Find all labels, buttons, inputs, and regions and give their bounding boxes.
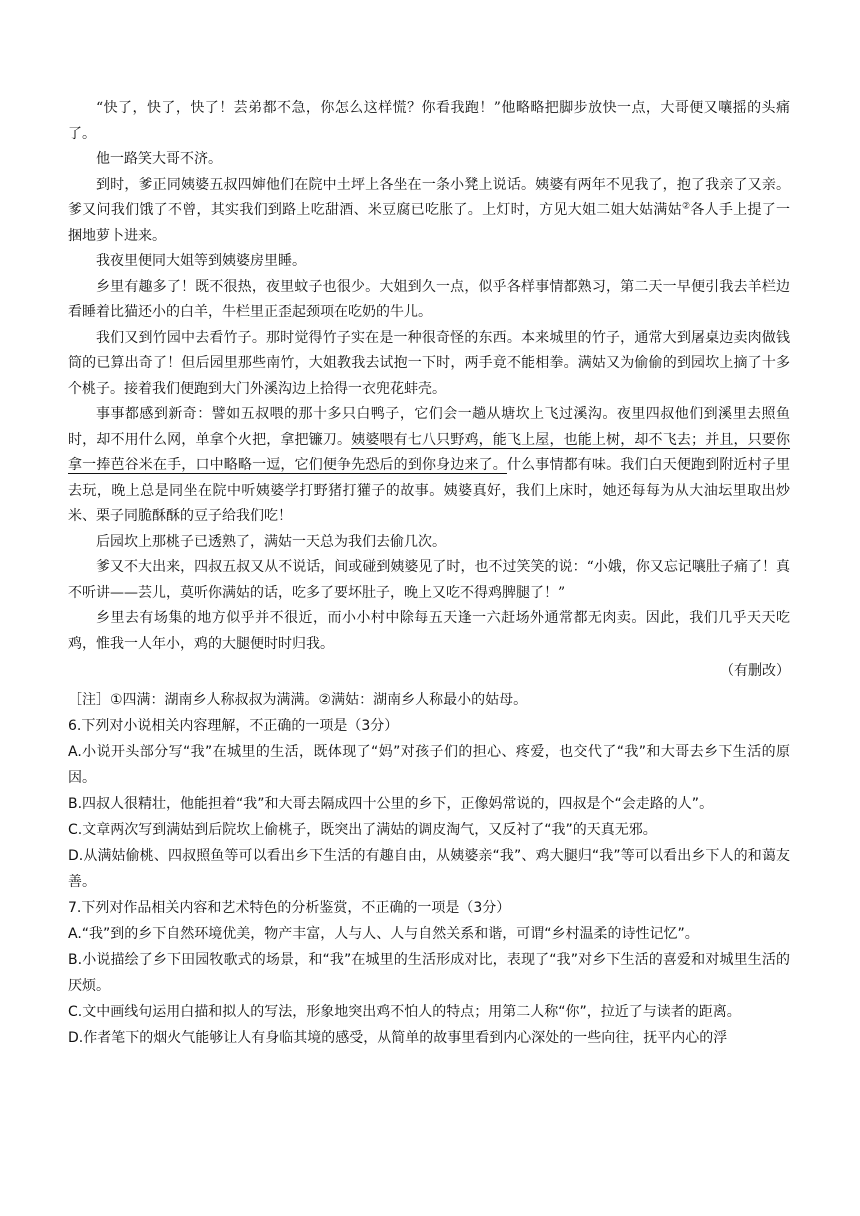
source-note: （有删改） <box>720 663 790 679</box>
option-c: C.文章两次写到满姑到后院坎上偷桃子，既突出了满姑的调皮淘气，又反衬了“我”的天真无邪。 <box>68 821 657 838</box>
story-paragraph: 我们又到竹园中去看竹子。那时觉得竹子实在是一种很奇怪的东西。本来城里的竹子，通常大到屠桌边卖肉做钱筒的已算出奇了！但后园里那些南竹，大姐教我去试抱一下时，两手竟不能相拳。满姑又为偷偷的到园坎上摘了十多个桃子。接着我们便跑到大门外溪沟边上拾得一衣兜花蚌壳。 <box>68 329 790 397</box>
option-a: A.“我”到的乡下自然环境优美，物产丰富，人与人、人与自然关系和谐，可谓“乡村温柔的诗性记忆”。 <box>68 925 699 942</box>
page-content <box>68 96 790 1051</box>
footnote: ［注］①四满：湖南乡人称叔叔为满满。②满姑：湖南乡人称最小的姑母。 <box>68 691 528 708</box>
story-paragraph: 爹又不大出来，四叔五叔又从不说话，间或碰到姨婆见了时，也不过笑笑的说：“小娥，你又忘记嚷肚子痛了！真不听讲——芸儿，莫听你满姑的话，吃多了要坏肚子，晚上又吃不得鸡脾腿了！” <box>68 559 790 601</box>
question-stem: 7.下列对作品相关内容和艺术特色的分析鉴赏，不正确的一项是（3分） <box>68 899 511 916</box>
story-text: 到时，爹正同姨婆五叔四婶他们在院中土坪上各坐在一条小凳上说话。姨婆有两年不见我了，抱了我亲了又亲。爹又问我们饿了不曾，其实我们到路上吃甜酒、米豆腐已吃胀了。上灯时，方见大姐二姐大姑满姑 <box>68 176 790 218</box>
option-a: A.小说开头部分写“我”在城里的生活，既体现了“妈”对孩子们的担心、疼爱，也交代了“我”和大哥去乡下生活的原因。 <box>68 743 790 786</box>
story-paragraph <box>68 173 790 250</box>
story-text: 什么事情都有味。我们白天便跑到附近村子里去玩，晚上总是同坐在院中听姨婆学打野猪打獾子的故事。姨婆真好，我们上床时，她还每每为从大油坛里取出炒米、栗子同脆酥酥的豆子给我们吃！ <box>68 457 791 524</box>
story-paragraph: 他一路笑大哥不济。 <box>96 151 222 167</box>
option-c: C.文中画线句运用白描和拟人的写法，形象地突出鸡不怕人的特点；用第二人称“你”，拉近了与读者的距离。 <box>68 1003 741 1020</box>
option-d: D.作者笔下的烟火气能够让人有身临其境的感受，从简单的故事里看到内心深处的一些向往，抚平内心的浮 <box>68 1029 728 1046</box>
story-paragraph: 乡里有趣多了！既不很热，夜里蚊子也很少。大姐到久一点，似乎各样事情都熟习，第二天一早便引我去羊栏边看睡着比猫还小的白羊，牛栏里正歪起颈项在吃奶的牛儿。 <box>68 278 790 320</box>
story-paragraph <box>68 402 790 530</box>
story-text: 事事都感到新奇：譬如五叔喂的那十多只白鸭子，它们会一趟从塘坎上飞过溪沟。夜里四叔他们到溪里去照鱼时，却不用什么网，单拿个火把，拿把镰刀。 <box>68 406 790 448</box>
option-b: B.四叔人很精壮，他能担着“我”和大哥去隔成四十公里的乡下，正像妈常说的，四叔是个“会走路的人”。 <box>68 795 714 812</box>
option-b: B.小说描绘了乡下田园牧歌式的场景，和“我”在城里的生活形成对比，表现了“我”对乡下生活的喜爱和对城里生活的厌烦。 <box>68 951 790 994</box>
footnote-marker: ② <box>681 201 691 212</box>
story-paragraph: 乡里去有场集的地方似乎并不很近，而小小村中除每五天逢一六赶场外通常都无肉卖。因此，我们几乎天天吃鸡，惟我一人年小，鸡的大腿便时时归我。 <box>68 610 790 652</box>
option-d: D.从满姑偷桃、四叔照鱼等可以看出乡下生活的有趣自由，从姨婆亲“我”、鸡大腿归“我”等可以看出乡下人的和蔼友善。 <box>68 847 790 890</box>
question-stem: 6.下列对小说相关内容理解，不正确的一项是（3分） <box>68 717 399 734</box>
underlined-sentence: 姨婆喂有七八只野鸡，能飞上屋，也能上树，却不飞去；并且，只要你拿一捧芭谷米在手，口中略略一逗，它们便争先恐后的到你身边来了。 <box>68 431 791 473</box>
story-paragraph: 后园坎上那桃子已透熟了，满姑一天总为我们去偷几次。 <box>96 533 446 550</box>
story-text: 各人手上提了一捆地萝卜进来。 <box>68 202 791 244</box>
story-paragraph: 我夜里便同大姐等到姨婆房里睡。 <box>96 253 306 269</box>
story-paragraph: “快了，快了，快了！芸弟都不急，你怎么这样慌？你看我跑！”他略略把脚步放快一点，大哥便又嚷摇的头痛了。 <box>68 100 790 142</box>
